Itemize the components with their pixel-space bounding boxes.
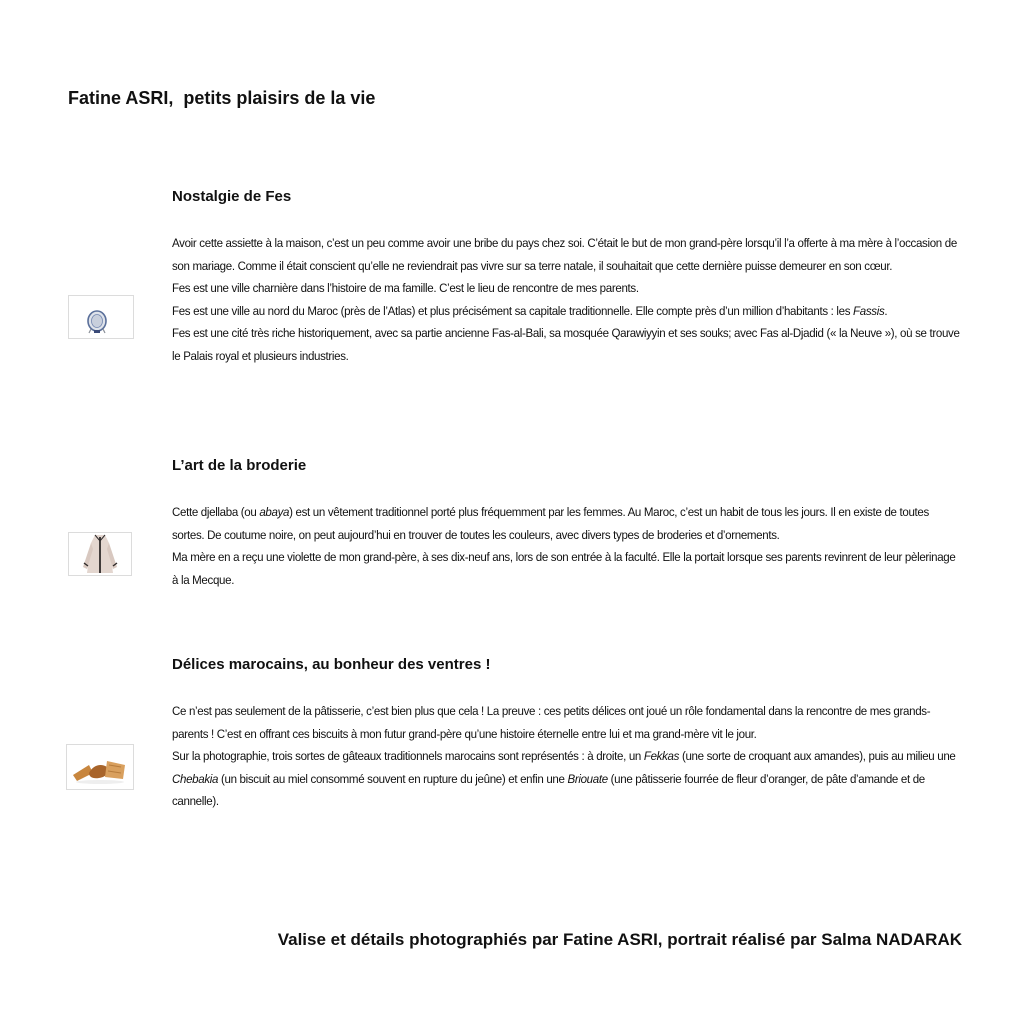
text-run: Fes est une ville charnière dans l’histoire de ma famille. C’est le lieu de rencontre de mes parents.: [172, 281, 639, 296]
paragraph: [172, 300, 963, 323]
paragraph: [172, 501, 963, 546]
djellaba-thumbnail: [68, 532, 132, 576]
text-run: (une pâtisserie fourrée de fleur d’oranger, de pâte d’amande et de cannelle).: [172, 771, 925, 809]
paragraph: [172, 700, 963, 745]
text-run: Cette djellaba (ou: [172, 505, 260, 519]
moroccan-pastries-icon: [67, 745, 133, 789]
text-run: (un biscuit au miel consommé souvent en rupture du jeûne) et enfin une: [218, 771, 568, 786]
text-run: Ma mère en a reçu une violette de mon grand-père, à ses dix-neuf ans, lors de son entrée à la faculté. Elle la portait lorsque ses parents revinrent de leur pèlerinage à la Mecque.: [172, 550, 956, 587]
djellaba-icon: [69, 533, 131, 575]
page-title: Fatine ASRI, petits plaisirs de la vie: [68, 88, 376, 108]
decorated-plate-icon: [69, 296, 133, 338]
italic-term: abaya: [259, 505, 290, 519]
text-run: (une sorte de croquant aux amandes), puis au milieu une: [679, 749, 956, 764]
pastries-thumbnail: [66, 744, 134, 790]
text-run: Avoir cette assiette à la maison, c’est un peu comme avoir une bribe du pays chez soi. C’était le but de mon grand-père lorsqu’il l’a offerte à ma mère à l’occasion de son mariage. Comme il était conscient qu’elle ne reviendrait pas vivre sur sa terre natale, il souhaitait que cette dernière puisse demeurer en son cœur.: [172, 236, 957, 273]
section-title: Nostalgie de Fes: [172, 188, 292, 205]
italic-term: Briouate: [567, 771, 608, 786]
section-title: Délices marocains, au bonheur des ventres !: [172, 656, 491, 673]
paragraph: [172, 546, 963, 591]
paragraph: [172, 745, 963, 813]
text-run: Fes est une cité très riche historiquement, avec sa partie ancienne Fas-al-Bali, sa mosquée Qarawiyyin et ses souks; avec Fas al-Djadid (« la Neuve »), où se trouve le Palais royal et plusieurs industries.: [172, 326, 960, 363]
photo-credits: Valise et détails photographiés par Fatine ASRI, portrait réalisé par Salma NADARAK: [277, 930, 962, 949]
italic-term: Fekkas: [643, 749, 680, 764]
paragraph: [172, 322, 963, 367]
italic-term: Chebakia: [172, 771, 219, 786]
plate-thumbnail: [68, 295, 134, 339]
section-body: [172, 501, 963, 591]
section-art-de-la-broderie: [172, 457, 972, 591]
text-run: ) est un vêtement traditionnel porté plus fréquemment par les femmes. Au Maroc, c’est un habit de tous les jours. Il en existe de toutes sortes. De coutume noire, on peut aujourd’hui en trouver de toutes les couleurs, avec divers types de broderies et d’ornements.: [172, 505, 929, 542]
section-delices-marocains: [172, 656, 972, 813]
section-body: [172, 232, 963, 368]
section-nostalgie-de-fes: [172, 188, 972, 368]
text-run: Fes est une ville au nord du Maroc (près de l’Atlas) et plus précisément sa capitale traditionnelle. Elle compte près d’un million d’habitants : les: [172, 303, 854, 318]
paragraph: [172, 277, 963, 300]
text-run: Ce n’est pas seulement de la pâtisserie, c’est bien plus que cela ! La preuve : ces petits délices ont joué un rôle fondamental dans la rencontre de mes grands-parents ! C’est en offrant ces biscuits à mon futur grand-père qu’une histoire éternelle entre lui et ma grand-mère vit le jour.: [172, 704, 931, 741]
section-title: L’art de la broderie: [172, 457, 307, 474]
text-run: Sur la photographie, trois sortes de gâteaux traditionnels marocains sont représentés : à droite, un: [172, 749, 644, 764]
italic-term: Fassis: [853, 303, 885, 318]
text-run: .: [884, 303, 888, 318]
paragraph: [172, 232, 963, 277]
section-body: [172, 700, 963, 813]
